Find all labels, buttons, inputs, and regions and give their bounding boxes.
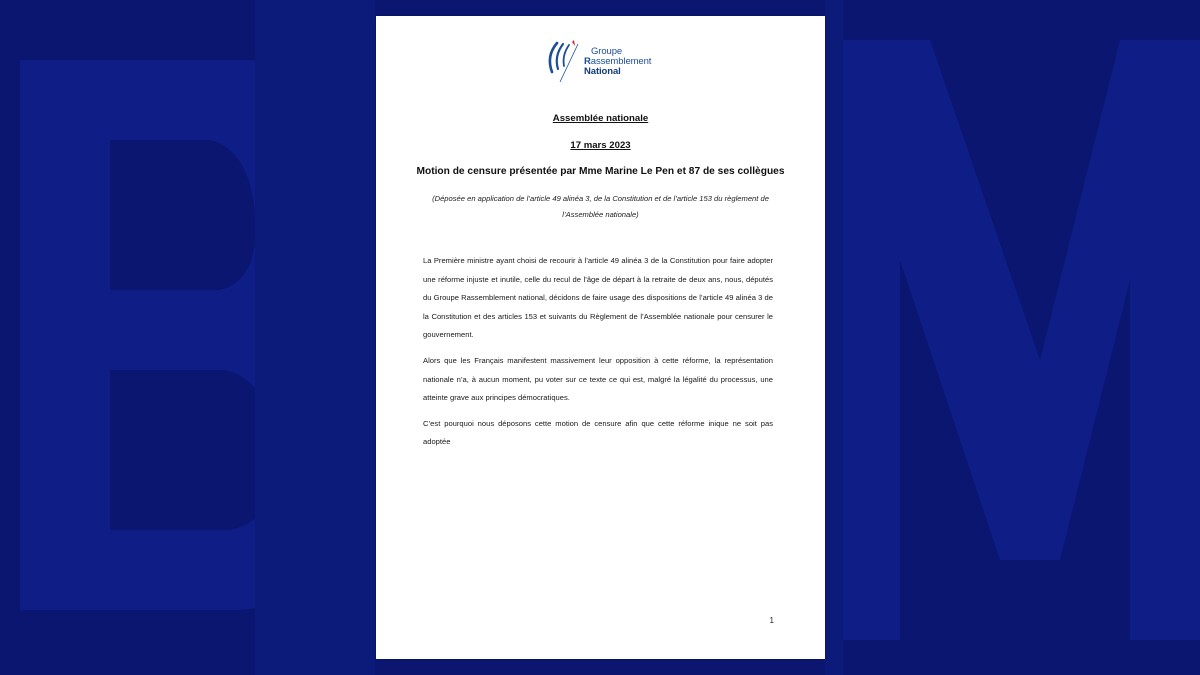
logo-initial-r: R — [584, 56, 591, 67]
logo-rest-rassemblement: assemblement — [590, 56, 652, 67]
date-heading: 17 mars 2023 — [570, 140, 631, 151]
logo-wordmark — [584, 47, 651, 77]
paragraph: Alors que les Français manifestent massivement leur opposition à cette réforme, la représentation nationale n’a, à aucun moment, pu voter sur ce texte ce qui est, malgré la légalité du processus, une atteinte grave aux principes démocratiques. — [423, 355, 773, 403]
paragraph: C’est pourquoi nous déposons cette motion de censure afin que cette réforme inique ne soit pas adoptée — [423, 418, 773, 447]
group-logo — [544, 38, 664, 86]
motion-title: Motion de censure présentée par Mme Marine Le Pen et 87 de ses collègues — [416, 166, 785, 177]
assembly-heading: Assemblée nationale — [552, 113, 649, 124]
motion-subtitle: (Déposée en application de l’article 49 alinéa 3, de la Constitution et de l’article 153 du règlement de l’Assemblée nationale) — [432, 194, 769, 219]
motion-body — [423, 252, 773, 459]
logo-line-groupe: Groupe — [591, 46, 623, 57]
page-number: 1 — [769, 616, 774, 625]
document-page — [376, 16, 825, 659]
logo-line-national: National — [584, 66, 621, 77]
paragraph: La Première ministre ayant choisi de recourir à l’article 49 alinéa 3 de la Constitution pour faire adopter une réforme injuste et inutile, celle du recul de l’âge de départ à la retraite de deux ans, nous, députés du Groupe Rassemblement national, décidons de faire usage des dispositions de l’article 49 alinéa 3 de la Constitution et des articles 153 et suivants du Règlement de l’Assemblée nationale pour censurer le gouvernement. — [423, 256, 773, 340]
flame-stripes-icon — [544, 38, 588, 86]
